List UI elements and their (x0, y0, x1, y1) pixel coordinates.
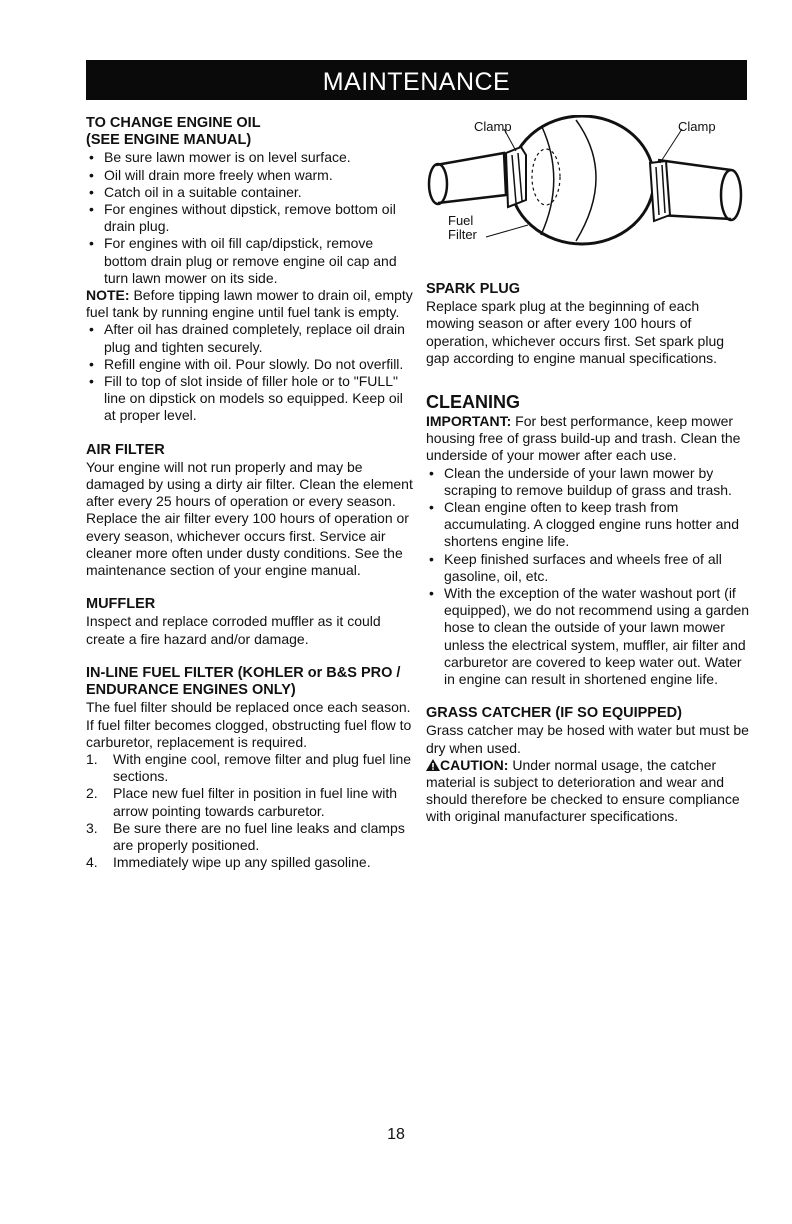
list-item: • Clean the underside of your lawn mower by scraping to remove buildup of grass and trash. (426, 465, 750, 499)
oil-bullets (86, 149, 416, 287)
step-number: 2. (86, 785, 98, 802)
note-label: NOTE: (86, 287, 130, 304)
fuel-filter-label-line2: Filter (448, 227, 477, 242)
fuel-filter-heading: IN-LINE FUEL FILTER (KOHLER or B&S PRO / ENDURANCE ENGINES ONLY) (86, 664, 401, 699)
fuel-filter-text: The fuel filter should be replaced once each season. If fuel filter becomes clogged, obstructing fuel flow to carburetor, replacement is required. (86, 699, 412, 750)
air-filter-section (86, 442, 416, 580)
step-text: With engine cool, remove filter and plug fuel line sections. (113, 750, 412, 785)
grass-catcher-text: Grass catcher may be hosed with water but must be dry when used. (426, 722, 749, 756)
air-filter-heading: AIR FILTER (86, 441, 165, 458)
list-item (86, 820, 416, 854)
air-filter-text: Your engine will not run properly and may be damaged by using a dirty air filter. Clean the element after every 25 hours of operation or every season. Replace the air filter every 100 hours of operation or every season, whichever occurs first. Service air cleaner more often under dusty conditions. See the maintenance section of your engine manual. (86, 458, 413, 579)
step-text: Immediately wipe up any spilled gasoline. (113, 854, 371, 871)
step-number: 3. (86, 819, 98, 836)
spark-plug-text: Replace spark plug at the beginning of each mowing season or after every 100 hours of operation, whichever occurs first. Set spark plug gap according to engine manual specifications. (426, 298, 725, 366)
list-item: • Clean engine often to keep trash from accumulating. A clogged engine runs hotter and shortens engine life. (426, 499, 750, 551)
step-text: Place new fuel filter in position in fuel line with arrow pointing towards carburetor. (113, 785, 398, 819)
list-item (86, 854, 416, 871)
list-item: • For engines without dipstick, remove bottom oil drain plug. (86, 201, 416, 235)
list-item: • Oil will drain more freely when warm. (86, 167, 416, 184)
clamp-right-label: Clamp (678, 119, 716, 134)
page-number: 18 (387, 1126, 405, 1143)
grass-catcher-heading: GRASS CATCHER (IF SO EQUIPPED) (426, 705, 682, 722)
list-item: • Refill engine with oil. Pour slowly. Do not overfill. (86, 356, 416, 373)
warning-icon (426, 759, 440, 771)
oil-bullets-2 (86, 321, 416, 424)
caution-text: Under normal usage, the catcher material is subject to deterioration and wear and should therefore be checked to ensure compliance with original manufacturer specifications. (426, 756, 740, 825)
list-item (86, 751, 416, 785)
step-number: 1. (86, 750, 98, 767)
cleaning-section (426, 391, 750, 688)
list-item (86, 785, 416, 819)
list-item: • For engines with oil fill cap/dipstick, remove bottom drain plug or remove engine oil cap and turn lawn mower on its side. (86, 235, 416, 287)
muffler-section (86, 596, 416, 648)
list-item: • Fill to top of slot inside of filler hole or to "FULL" line on dipstick on models so equipped. Keep oil at proper level. (86, 373, 416, 425)
cleaning-important (426, 413, 750, 465)
oil-note (86, 287, 416, 321)
clamp-left-label: Clamp (474, 119, 512, 134)
grass-catcher-section (426, 705, 750, 825)
muffler-heading: MUFFLER (86, 596, 156, 613)
fuel-filter-section (86, 665, 416, 871)
fuel-filter-label-line1: Fuel (448, 213, 474, 228)
spark-plug-heading: SPARK PLUG (426, 281, 520, 297)
list-item: • Be sure lawn mower is on level surface. (86, 149, 416, 166)
list-item: • Keep finished surfaces and wheels free of all gasoline, oil, etc. (426, 551, 750, 585)
cleaning-heading: CLEANING (426, 392, 520, 413)
muffler-text: Inspect and replace corroded muffler as it could create a fire hazard and/or damage. (86, 613, 381, 647)
oil-section (86, 115, 416, 425)
fuel-filter-illustration (426, 115, 750, 273)
step-text: Be sure there are no fuel line leaks and clamps are properly positioned. (113, 819, 405, 853)
oil-subheading: (SEE ENGINE MANUAL) (86, 132, 252, 149)
fuel-filter-steps (86, 751, 416, 871)
spark-plug-section (426, 281, 750, 367)
note-text: Before tipping lawn mower to drain oil, empty fuel tank by running engine until fuel tank is empty. (86, 287, 413, 321)
right-column (426, 115, 750, 826)
section-banner: MAINTENANCE (86, 60, 747, 100)
important-label: IMPORTANT: (426, 413, 512, 430)
grass-catcher-caution (426, 757, 750, 826)
fuel-filter-diagram (426, 115, 750, 273)
left-column (86, 115, 416, 871)
list-item: • With the exception of the water washout port (if equipped), we do not recommend using a garden hose to clean the outside of your lawn mower unless the electrical system, muffler, air filter and carburetor are covered to keep water out. Water in engine can result in shortened engine life. (426, 585, 750, 688)
list-item: • Catch oil in a suitable container. (86, 184, 416, 201)
caution-label: CAUTION: (440, 756, 509, 773)
oil-heading: TO CHANGE ENGINE OIL (86, 115, 261, 131)
important-text: For best performance, keep mower housing free of grass build-up and trash. Clean the underside of your mower after each use. (426, 413, 741, 464)
step-number: 4. (86, 854, 98, 871)
list-item: • After oil has drained completely, replace oil drain plug and tighten securely. (86, 321, 416, 355)
cleaning-bullets (426, 465, 750, 689)
